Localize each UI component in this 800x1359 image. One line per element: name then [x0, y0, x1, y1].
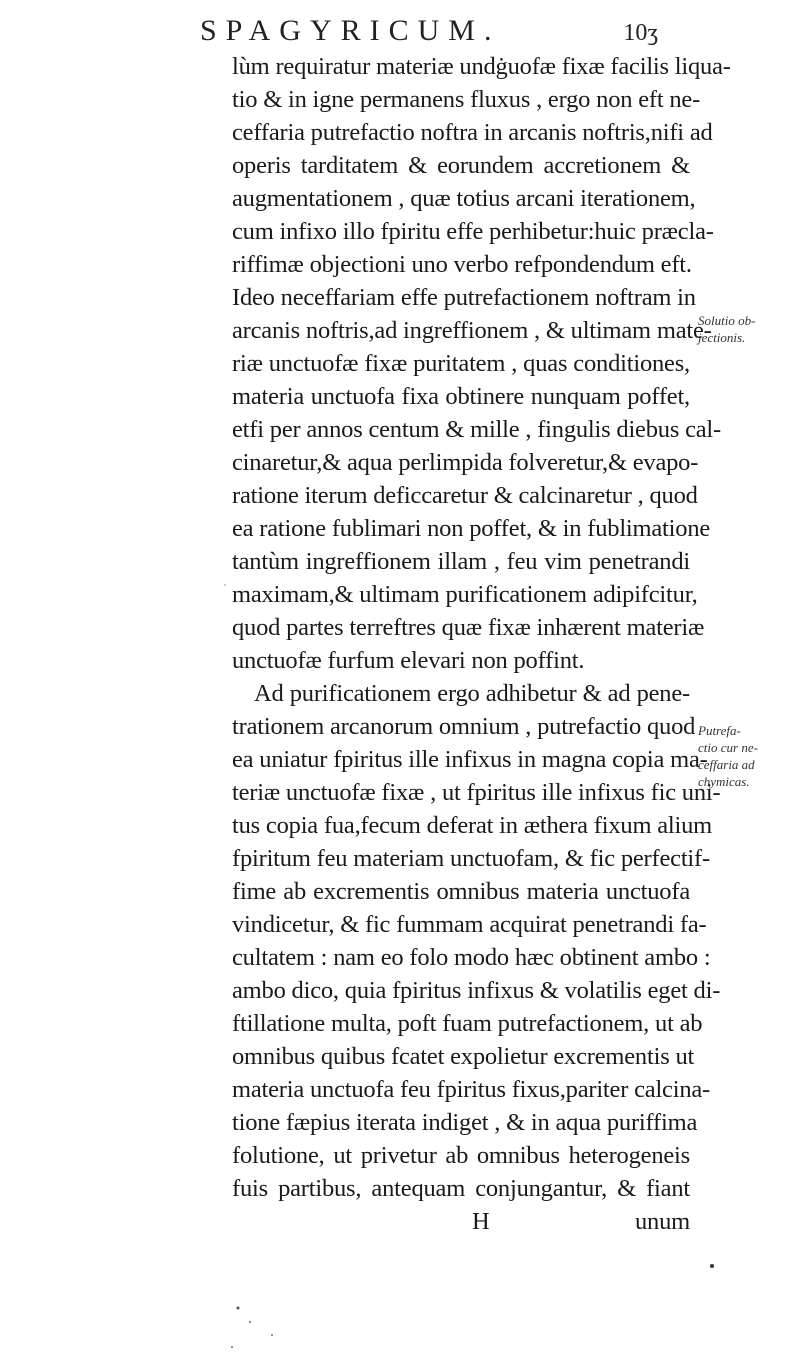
- text-line: folutione, ut privetur ab omnibus heterogeneis: [232, 1142, 690, 1169]
- catchword: unum: [634, 1208, 690, 1235]
- text-line: riæ unctuofæ fixæ puritatem , quas conditiones,: [232, 350, 690, 377]
- text-line: omnibus quibus fcatet expolietur excrementis ut: [232, 1043, 695, 1070]
- text-line: materia unctuofa feu fpiritus fixus,pariter calcina-: [232, 1076, 711, 1103]
- margin-note-line: chymicas.: [698, 774, 750, 789]
- ink-speck: [271, 1334, 273, 1336]
- ink-speck: [237, 1307, 240, 1310]
- text-line: ftillatione multa, poft fuam putrefactionem, ut ab: [232, 1010, 703, 1037]
- text-line: fuis partibus, antequam conjungantur, & fiant: [232, 1175, 690, 1202]
- text-line: lùm requiratur materiæ undġuofæ fixæ facilis liqua-: [232, 53, 731, 80]
- text-line: quod partes terreftres quæ fixæ inhærent materiæ: [232, 614, 705, 641]
- margin-note-line: Solutio ob-: [698, 313, 756, 328]
- margin-note-line: Putrefa-: [698, 723, 741, 738]
- text-line: vindicetur, & fic fummam acquirat penetrandi fa-: [232, 911, 707, 938]
- text-line: teriæ unctuofæ fixæ , ut fpiritus ille infixus fic uni-: [232, 779, 721, 806]
- text-line: etfi per annos centum & mille , fingulis diebus cal-: [232, 416, 722, 443]
- text-line: tione fæpius iterata indiget , & in aqua puriffima: [232, 1109, 698, 1136]
- text-line: materia unctuofa fixa obtinere nunquam poffet,: [232, 383, 690, 410]
- text-line: unctuofæ furfum elevari non poffint.: [232, 647, 585, 674]
- text-line: augmentationem , quæ totius arcani iterationem,: [232, 185, 696, 212]
- ink-speck: [249, 1321, 251, 1323]
- text-line: ea ratione fublimari non poffet, & in fublimatione: [232, 515, 711, 542]
- signature-mark: H: [472, 1208, 490, 1235]
- ink-speck: [710, 1264, 714, 1268]
- ink-speck: [231, 1346, 233, 1348]
- text-line: ea uniatur fpiritus ille infixus in magna copia ma-: [232, 746, 708, 773]
- running-title: SPAGYRICUM.: [200, 14, 501, 47]
- text-line: ceffaria putrefactio noftra in arcanis noftris,nifi ad: [232, 119, 713, 146]
- text-line: cultatem : nam eo folo modo hæc obtinent ambo :: [232, 944, 711, 971]
- margin-note-line: ctio cur ne-: [698, 740, 758, 755]
- text-line: tantùm ingreffionem illam , feu vim penetrandi: [232, 548, 690, 575]
- text-line: Ideo neceffariam effe putrefactionem noftram in: [232, 284, 696, 311]
- text-line: maximam,& ultimam purificationem adipifcitur,: [232, 581, 698, 608]
- text-line: ratione iterum deficcaretur & calcinaretur , quod: [232, 482, 698, 509]
- text-line: operis tarditatem & eorundem accretionem &: [232, 152, 690, 179]
- text-line: fime ab excrementis omnibus materia unctuofa: [232, 878, 690, 905]
- text-line: cinaretur,& aqua perlimpida folveretur,& evapo-: [232, 449, 699, 476]
- text-line: fpiritum feu materiam unctuofam, & fic perfectif-: [232, 845, 710, 872]
- text-line: ambo dico, quia fpiritus infixus & volatilis eget di-: [232, 977, 721, 1004]
- text-line: tio & in igne permanens fluxus , ergo non eft ne-: [232, 86, 701, 113]
- page-number: 10ʒ: [623, 20, 658, 46]
- text-line: trationem arcanorum omnium , putrefactio quod: [232, 713, 696, 740]
- text-line: arcanis noftris,ad ingreffionem , & ultimam mate-: [232, 317, 712, 344]
- text-line: riffimæ objectioni uno verbo refpondendum eft.: [232, 251, 692, 278]
- text-line: tus copia fua,fecum deferat in æthera fixum alium: [232, 812, 713, 839]
- paragraph-first-line: Ad purificationem ergo adhibetur & ad pene-: [254, 680, 690, 707]
- margin-note-line: jectionis.: [698, 330, 746, 345]
- margin-note-line: ceffaria ad: [698, 757, 755, 772]
- ink-speck: [224, 584, 226, 586]
- text-line: cum infixo illo fpiritu effe perhibetur:huic præcla-: [232, 218, 714, 245]
